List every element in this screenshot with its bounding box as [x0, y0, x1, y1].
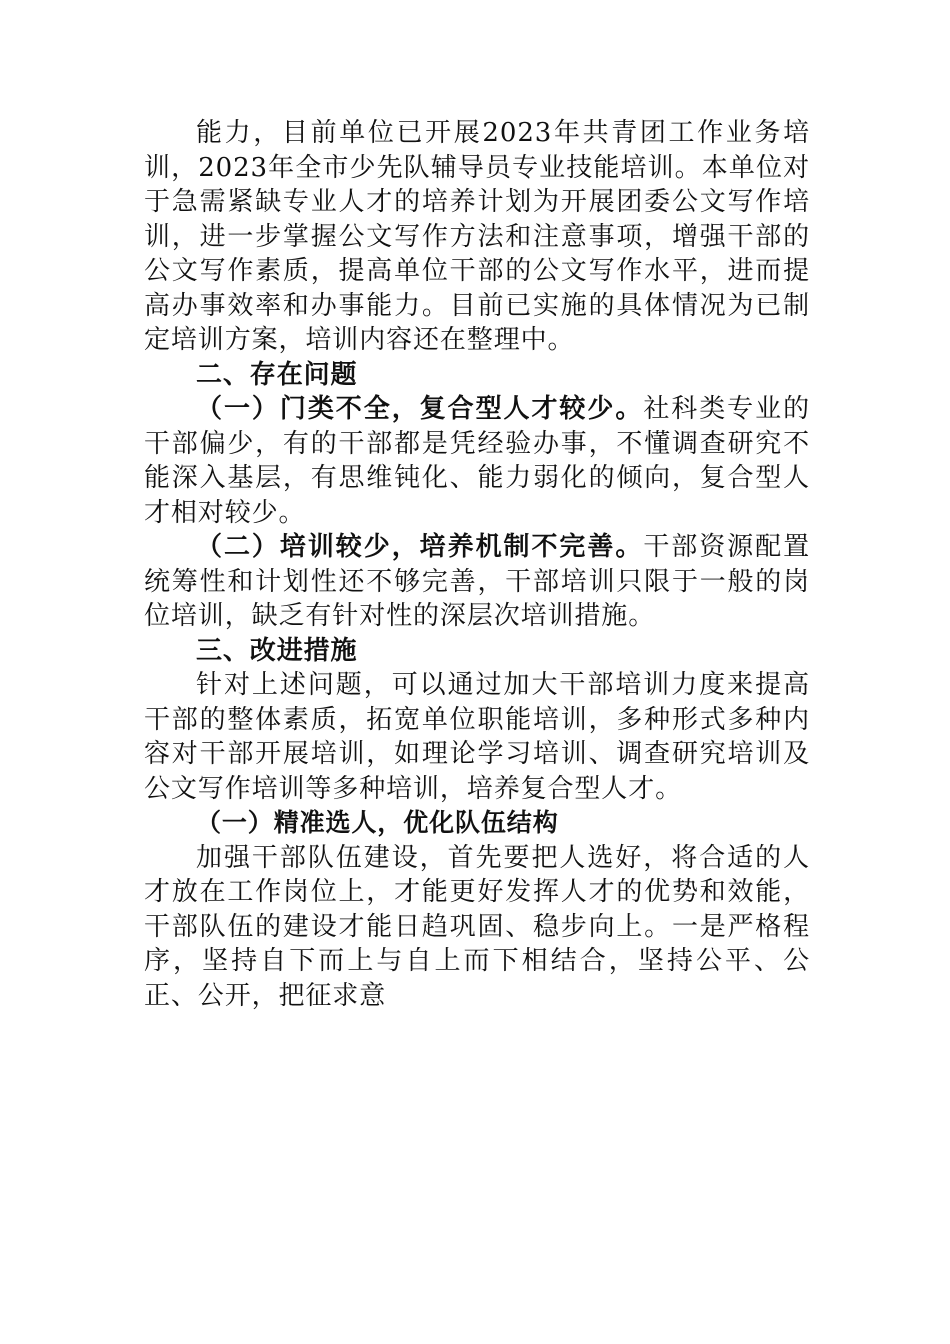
- paragraph-1: 能力，目前单位已开展2023年共青团工作业务培训，2023年全市少先队辅导员专业技能培训。本单位对于急需紧缺专业人才的培养计划为开展团委公文写作培训，进一步掌握公文写作方法和注意事项，增强干部的公文写作素质，提高单位干部的公文写作水平，进而提高办事效率和办事能力。目前已实施的具体情况为已制定培训方案，培训内容还在整理中。: [144, 118, 810, 355]
- paragraph-3-lead: （二）培训较少，培养机制不完善。: [196, 532, 644, 562]
- section-heading-measures: 三、改进措施: [196, 635, 358, 666]
- paragraph-2-lead: （一）门类不全，复合型人才较少。: [196, 394, 644, 424]
- paragraph-2-body: 社科类专业的干部偏少，有的干部都是凭经验办事，不懂调查研究不能深入基层，有思维钝化、能力弱化的倾向，复合型人才相对较少。: [144, 394, 810, 528]
- paragraph-3-body: 干部资源配置统筹性和计划性还不够完善，干部培训只限于一般的岗位培训，缺乏有针对性的深层次培训措施。: [144, 532, 810, 631]
- document-page: [144, 116, 810, 1013]
- paragraph-3: [144, 530, 810, 634]
- subheading-1: （一）精准选人，优化队伍结构: [196, 808, 559, 837]
- paragraph-4: 针对上述问题，可以通过加大干部培训力度来提高干部的整体素质，拓宽单位职能培训，多种形式多种内容对干部开展培训，如理论学习培训、调查研究培训及公文写作培训等多种培训，培养复合型人才。: [144, 670, 810, 804]
- paragraph-2: [144, 392, 810, 530]
- paragraph-5: 加强干部队伍建设，首先要把人选好，将合适的人才放在工作岗位上，才能更好发挥人才的优势和效能，干部队伍的建设才能日趋巩固、稳步向上。一是严格程序，坚持自下而上与自上而下相结合，坚持公平、公正、公开，把征求意: [144, 842, 810, 1011]
- section-heading-problems: 二、存在问题: [196, 359, 358, 390]
